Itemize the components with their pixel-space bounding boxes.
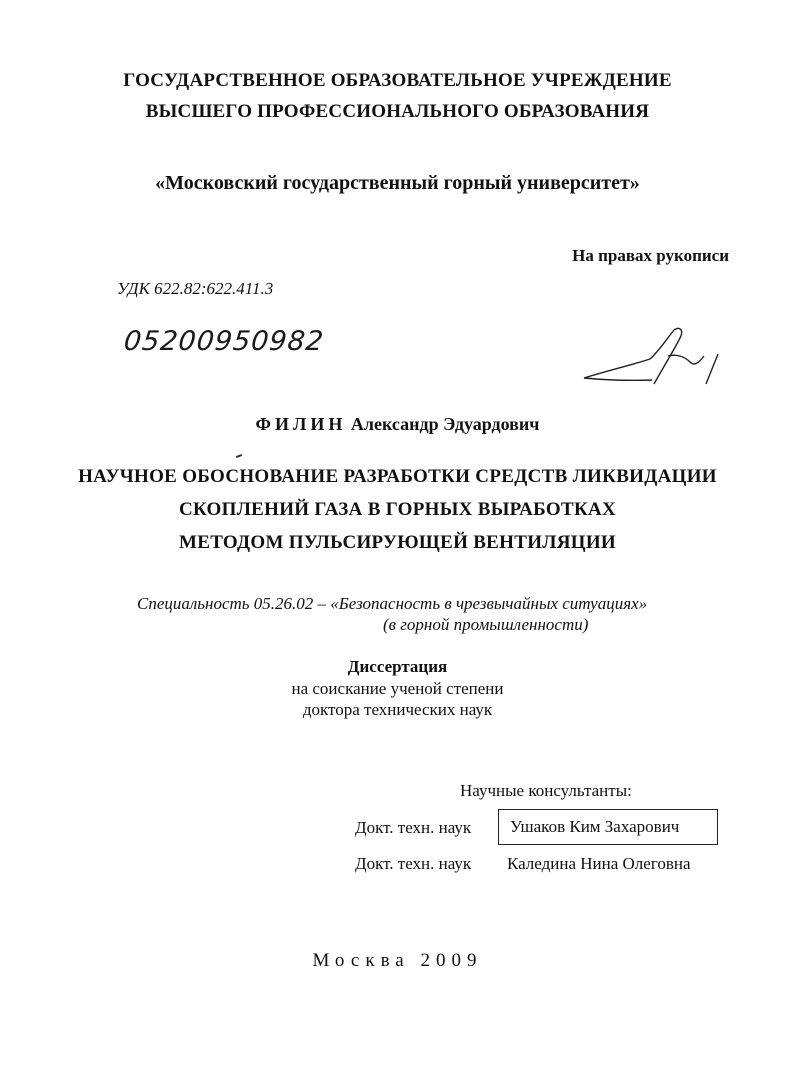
author-given-names: Александр Эдуардович [350, 414, 540, 434]
udk-code: УДК 622.82:622.411.3 [117, 279, 274, 298]
dissertation-degree-line-1: на соискание ученой степени [291, 679, 504, 698]
rights-note: На правах рукописи [572, 246, 729, 265]
dissertation-heading: Диссертация [347, 657, 448, 676]
thesis-title-line-3: МЕТОДОМ ПУЛЬСИРУЮЩЕЙ ВЕНТИЛЯЦИИ [179, 532, 616, 553]
city-year: Москва 2009 [312, 950, 483, 971]
author-name [0, 414, 795, 435]
consultant-2-name: Каледина Нина Олеговна [507, 854, 691, 873]
signature-icon [580, 326, 730, 388]
scan-speck [236, 454, 242, 458]
consultant-1-name: Ушаков Ким Захарович [498, 809, 718, 845]
consultants-heading: Научные консультанты: [460, 781, 632, 800]
thesis-title-line-2: СКОПЛЕНИЙ ГАЗА В ГОРНЫХ ВЫРАБОТКАХ [178, 499, 617, 520]
consultant-2-degree: Докт. техн. наук [355, 854, 472, 873]
dissertation-degree-line-2: доктора технических наук [302, 700, 493, 719]
university-name: «Московский государственный горный университет» [155, 172, 640, 194]
specialty-line-2: (в горной промышленности) [383, 615, 589, 634]
consultant-1-degree: Докт. техн. наук [355, 818, 472, 837]
archive-stamp-number: 05200950982 [122, 326, 326, 357]
institution-line-2: ВЫСШЕГО ПРОФЕССИОНАЛЬНОГО ОБРАЗОВАНИЯ [145, 101, 650, 122]
specialty-line-1: Специальность 05.26.02 – «Безопасность в чрезвычайных ситуациях» [137, 594, 648, 613]
author-surname: ФИЛИН [255, 414, 347, 434]
thesis-title-line-1: НАУЧНОЕ ОБОСНОВАНИЕ РАЗРАБОТКИ СРЕДСТВ ЛИКВИДАЦИИ [78, 466, 717, 487]
institution-line-1: ГОСУДАРСТВЕННОЕ ОБРАЗОВАТЕЛЬНОЕ УЧРЕЖДЕНИЕ [123, 70, 672, 91]
